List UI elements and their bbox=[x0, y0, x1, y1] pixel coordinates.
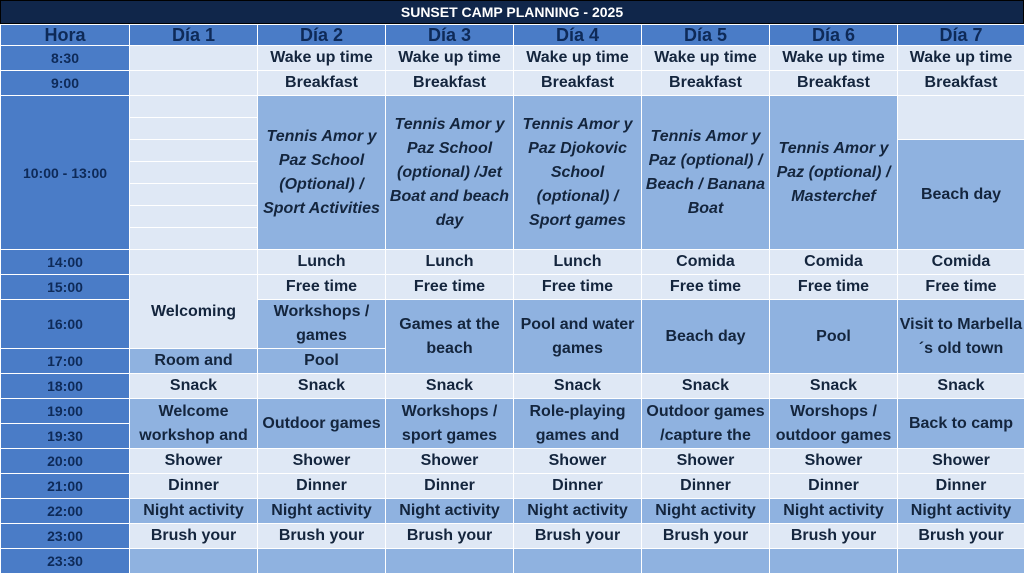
day-header: Día 5 bbox=[642, 25, 770, 46]
time-cell: 23:30 bbox=[1, 549, 130, 574]
time-cell: 15:00 bbox=[1, 275, 130, 300]
activity-cell: Dinner bbox=[642, 474, 770, 499]
activity-cell: Brush your bbox=[642, 524, 770, 549]
time-cell: 9:00 bbox=[1, 71, 130, 96]
activity-cell: Night activity bbox=[130, 499, 258, 524]
activity-cell: Night activity bbox=[514, 499, 642, 524]
time-cell: 16:00 bbox=[1, 300, 130, 349]
activity-cell: Back to camp bbox=[898, 399, 1024, 449]
empty-cell bbox=[130, 46, 258, 71]
activity-cell: Night activity bbox=[770, 499, 898, 524]
time-cell: 23:00 bbox=[1, 524, 130, 549]
empty-cell bbox=[770, 549, 898, 574]
activity-cell: Comida bbox=[898, 250, 1024, 275]
activity-cell: Dinner bbox=[386, 474, 514, 499]
activity-cell: Wake up time bbox=[258, 46, 386, 71]
schedule-table bbox=[0, 24, 1024, 574]
time-cell: 19:30 bbox=[1, 424, 130, 449]
activity-cell: Snack bbox=[130, 374, 258, 399]
empty-cell bbox=[130, 549, 258, 574]
empty-cell bbox=[130, 162, 258, 184]
empty-cell bbox=[130, 250, 258, 275]
activity-cell: Shower bbox=[770, 449, 898, 474]
activity-cell: Breakfast bbox=[386, 71, 514, 96]
activity-cell: Dinner bbox=[514, 474, 642, 499]
activity-cell: Breakfast bbox=[770, 71, 898, 96]
activity-cell: Snack bbox=[258, 374, 386, 399]
activity-cell: Lunch bbox=[514, 250, 642, 275]
time-cell: 8:30 bbox=[1, 46, 130, 71]
time-cell: 19:00 bbox=[1, 399, 130, 424]
activity-cell: Breakfast bbox=[898, 71, 1024, 96]
activity-cell: Dinner bbox=[258, 474, 386, 499]
empty-cell bbox=[130, 118, 258, 140]
activity-cell: Worshops / outdoor games bbox=[770, 399, 898, 449]
activity-cell: Brush your bbox=[514, 524, 642, 549]
header-row bbox=[1, 25, 1024, 46]
activity-cell: Lunch bbox=[258, 250, 386, 275]
activity-cell: Shower bbox=[898, 449, 1024, 474]
activity-cell: Free time bbox=[898, 275, 1024, 300]
row-1900 bbox=[1, 399, 1024, 424]
day-header: Día 4 bbox=[514, 25, 642, 46]
activity-cell: Breakfast bbox=[258, 71, 386, 96]
activity-cell: Shower bbox=[386, 449, 514, 474]
row-0900 bbox=[1, 71, 1024, 96]
day-header: Día 7 bbox=[898, 25, 1024, 46]
activity-cell: Brush your bbox=[130, 524, 258, 549]
activity-cell: Welcoming bbox=[130, 275, 258, 349]
activity-cell: Welcome workshop and bbox=[130, 399, 258, 449]
activity-cell: Dinner bbox=[898, 474, 1024, 499]
activity-cell: Games at the beach bbox=[386, 300, 514, 374]
time-cell: 20:00 bbox=[1, 449, 130, 474]
day-header: Día 3 bbox=[386, 25, 514, 46]
activity-cell: Free time bbox=[258, 275, 386, 300]
activity-cell: Lunch bbox=[386, 250, 514, 275]
activity-cell: Wake up time bbox=[514, 46, 642, 71]
empty-cell bbox=[130, 71, 258, 96]
activity-cell: Tennis Amor y Paz (optional) / Beach / Banana Boat bbox=[642, 96, 770, 250]
empty-cell bbox=[130, 140, 258, 162]
row-2200 bbox=[1, 499, 1024, 524]
empty-cell bbox=[642, 549, 770, 574]
activity-cell: Snack bbox=[898, 374, 1024, 399]
row-2330 bbox=[1, 549, 1024, 574]
activity-cell: Role-playing games and bbox=[514, 399, 642, 449]
empty-cell bbox=[386, 549, 514, 574]
empty-cell bbox=[258, 549, 386, 574]
day-header: Día 6 bbox=[770, 25, 898, 46]
time-cell: 17:00 bbox=[1, 349, 130, 374]
activity-cell: Shower bbox=[130, 449, 258, 474]
activity-cell: Snack bbox=[770, 374, 898, 399]
activity-cell: Shower bbox=[258, 449, 386, 474]
activity-cell: Comida bbox=[642, 250, 770, 275]
row-0830 bbox=[1, 46, 1024, 71]
activity-cell: Night activity bbox=[386, 499, 514, 524]
activity-cell: Wake up time bbox=[386, 46, 514, 71]
empty-cell bbox=[130, 96, 258, 118]
empty-cell bbox=[130, 206, 258, 228]
time-cell: 10:00 - 13:00 bbox=[1, 96, 130, 250]
activity-cell: Workshops / games bbox=[258, 300, 386, 349]
activity-cell: Outdoor games /capture the bbox=[642, 399, 770, 449]
activity-cell: Wake up time bbox=[898, 46, 1024, 71]
activity-cell: Night activity bbox=[898, 499, 1024, 524]
activity-cell: Outdoor games bbox=[258, 399, 386, 449]
day-header: Día 2 bbox=[258, 25, 386, 46]
activity-cell: Tennis Amor y Paz (optional) / Masterchef bbox=[770, 96, 898, 250]
activity-cell: Snack bbox=[386, 374, 514, 399]
activity-cell: Brush your bbox=[386, 524, 514, 549]
activity-cell: Beach day bbox=[898, 140, 1024, 250]
empty-cell bbox=[130, 228, 258, 250]
time-cell: 22:00 bbox=[1, 499, 130, 524]
activity-cell: Night activity bbox=[642, 499, 770, 524]
empty-cell bbox=[514, 549, 642, 574]
activity-cell: Breakfast bbox=[514, 71, 642, 96]
empty-cell bbox=[898, 549, 1024, 574]
activity-cell: Pool bbox=[258, 349, 386, 374]
activity-cell: Workshops / sport games bbox=[386, 399, 514, 449]
activity-cell: Brush your bbox=[770, 524, 898, 549]
activity-cell: Shower bbox=[642, 449, 770, 474]
activity-cell: Free time bbox=[514, 275, 642, 300]
time-cell: 14:00 bbox=[1, 250, 130, 275]
activity-cell: Snack bbox=[642, 374, 770, 399]
row-2000 bbox=[1, 449, 1024, 474]
activity-cell: Free time bbox=[642, 275, 770, 300]
row-2300 bbox=[1, 524, 1024, 549]
row-1800 bbox=[1, 374, 1024, 399]
activity-cell: Pool and water games bbox=[514, 300, 642, 374]
row-2100 bbox=[1, 474, 1024, 499]
activity-cell: Night activity bbox=[258, 499, 386, 524]
day-header: Día 1 bbox=[130, 25, 258, 46]
activity-cell: Pool bbox=[770, 300, 898, 374]
activity-cell: Comida bbox=[770, 250, 898, 275]
row-1500 bbox=[1, 275, 1024, 300]
time-cell: 21:00 bbox=[1, 474, 130, 499]
activity-cell: Dinner bbox=[770, 474, 898, 499]
empty-cell bbox=[898, 96, 1024, 140]
activity-cell: Dinner bbox=[130, 474, 258, 499]
activity-cell: Tennis Amor y Paz Djokovic School (optional) / Sport games bbox=[514, 96, 642, 250]
activity-cell: Shower bbox=[514, 449, 642, 474]
activity-cell: Free time bbox=[770, 275, 898, 300]
row-1400 bbox=[1, 250, 1024, 275]
activity-cell: Brush your bbox=[258, 524, 386, 549]
activity-cell: Breakfast bbox=[642, 71, 770, 96]
time-cell: 18:00 bbox=[1, 374, 130, 399]
activity-cell: Beach day bbox=[642, 300, 770, 374]
activity-cell: Brush your bbox=[898, 524, 1024, 549]
activity-cell: Room and bbox=[130, 349, 258, 374]
sheet-title: SUNSET CAMP PLANNING - 2025 bbox=[0, 0, 1024, 24]
activity-cell: Free time bbox=[386, 275, 514, 300]
activity-cell: Tennis Amor y Paz School (Optional) / Sport Activities bbox=[258, 96, 386, 250]
hora-header: Hora bbox=[1, 25, 130, 46]
empty-cell bbox=[130, 184, 258, 206]
activity-cell: Snack bbox=[514, 374, 642, 399]
row-morning bbox=[1, 96, 1024, 118]
activity-cell: Visit to Marbella´s old town bbox=[898, 300, 1024, 374]
activity-cell: Tennis Amor y Paz School (optional) /Jet Boat and beach day bbox=[386, 96, 514, 250]
activity-cell: Wake up time bbox=[770, 46, 898, 71]
activity-cell: Wake up time bbox=[642, 46, 770, 71]
